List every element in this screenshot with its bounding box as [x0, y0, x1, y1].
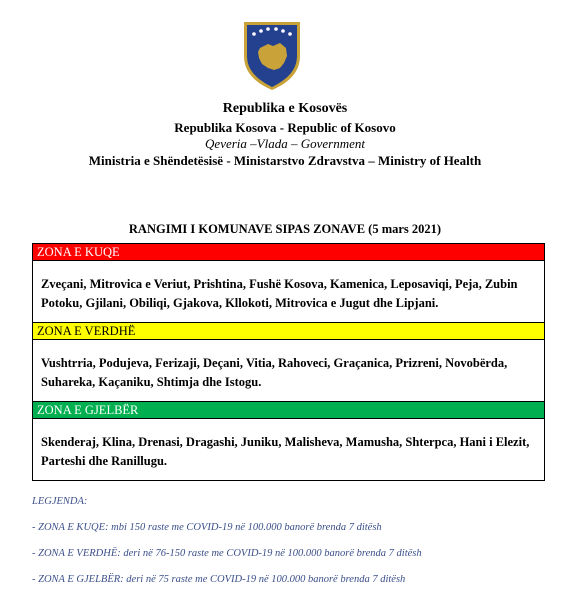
zones-table — [32, 243, 545, 481]
zone-yellow-header: ZONA E VERDHË — [33, 323, 544, 340]
zone-green-header: ZONA E GJELBËR — [33, 402, 544, 419]
document-header — [0, 100, 570, 169]
header-government: Qeveria –Vlada – Government — [205, 136, 365, 151]
zone-green-municipalities: Skenderaj, Klina, Drenasi, Dragashi, Juniku, Malisheva, Mamusha, Shterpca, Hani i Elezit, Parteshi dhe Ranillugu. — [33, 419, 544, 481]
zone-red — [33, 244, 544, 323]
header-ministry: Ministria e Shëndetësisë - Ministarstvo Zdravstva – Ministry of Health — [88, 153, 482, 168]
coat-of-arms-svg — [240, 18, 304, 92]
zone-red-header: ZONA E KUQE — [33, 244, 544, 261]
header-country: Republika e Kosovës — [222, 101, 348, 116]
header-country-multilingual: Republika Kosova - Republic of Kosovo — [174, 120, 396, 135]
zone-yellow — [33, 323, 544, 402]
zone-green — [33, 402, 544, 481]
legend-title: LEGJENDA: — [32, 496, 88, 507]
zone-red-municipalities: Zveçani, Mitrovica e Veriut, Prishtina, Fushë Kosova, Kamenica, Leposaviqi, Peja, Zubin Potoku, Gjilani, Obiliqi, Gjakova, Kllokoti, Mitrovica e Jugut dhe Lipjani. — [33, 261, 544, 323]
ranking-title: RANGIMI I KOMUNAVE SIPAS ZONAVE (5 mars 2021) — [128, 222, 442, 236]
legend-item-red: - ZONA E KUQE: mbi 150 raste me COVID-19 në 100.000 banorë brenda 7 ditësh — [32, 522, 382, 533]
zone-yellow-municipalities: Vushtrria, Podujeva, Ferizaji, Deçani, Vitia, Rahoveci, Graçanica, Prizreni, Novobërda, Suhareka, Kaçaniku, Shtimja dhe Istogu. — [33, 340, 544, 402]
kosovo-coat-of-arms-icon — [240, 18, 304, 92]
legend-item-yellow: - ZONA E VERDHË: deri në 76-150 raste me COVID-19 në 100.000 banorë brenda 7 ditësh — [32, 548, 422, 559]
legend — [32, 496, 552, 600]
legend-item-green: - ZONA E GJELBËR: deri në 75 raste me COVID-19 në 100.000 banorë brenda 7 ditësh — [32, 574, 406, 585]
